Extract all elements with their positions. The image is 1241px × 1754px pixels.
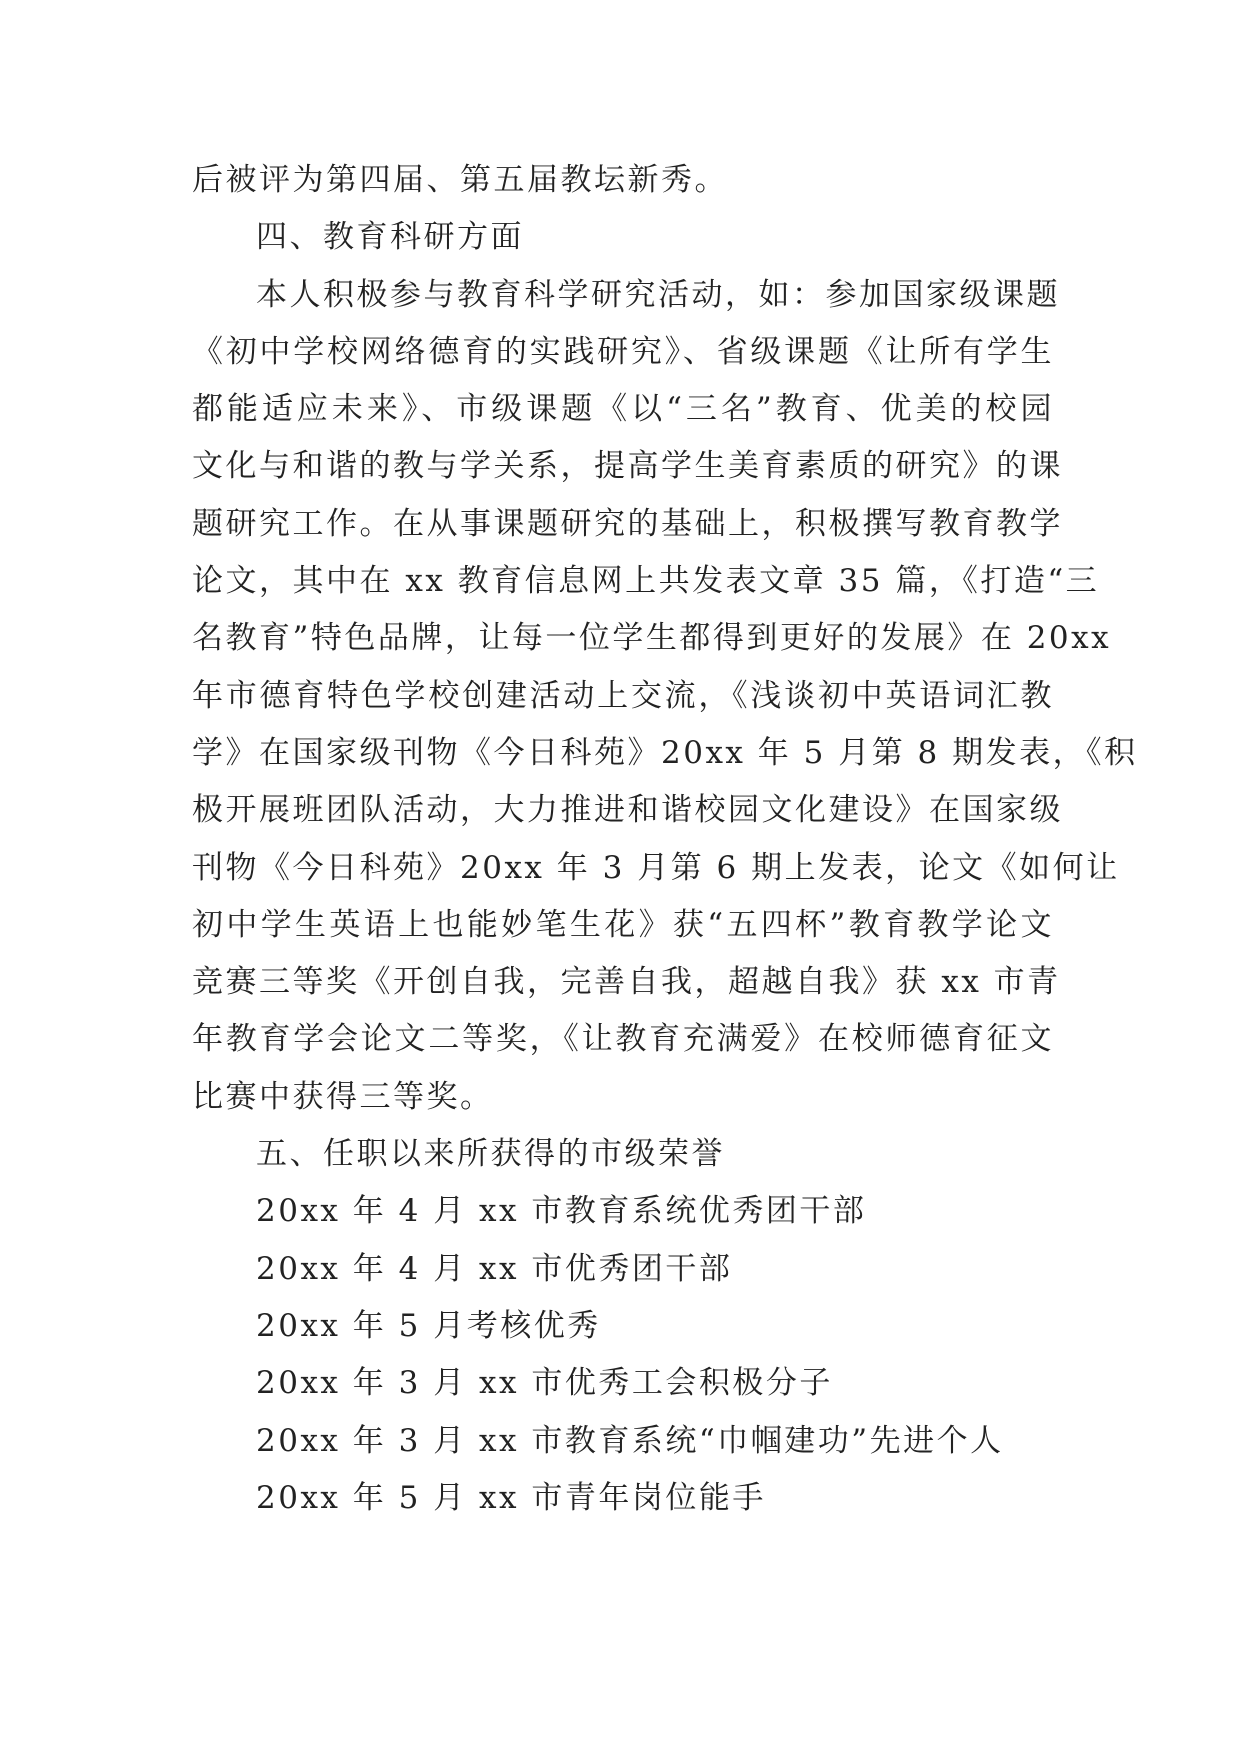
paragraph-line: 《初中学校网络德育的实践研究》、省级课题《让所有学生 <box>192 333 1054 370</box>
honor-item: 20xx 年 5 月考核优秀 <box>256 1307 601 1344</box>
paragraph-line: 论文，其中在 xx 教育信息网上共发表文章 35 篇，《打造“三 <box>192 563 1100 600</box>
honor-item: 20xx 年 4 月 xx 市优秀团干部 <box>256 1250 733 1287</box>
paragraph-line: 学》在国家级刊物《今日科苑》20xx 年 5 月第 8 期发表，《积 <box>192 734 1138 771</box>
honor-item: 20xx 年 3 月 xx 市教育系统“巾帼建功”先进个人 <box>256 1422 1004 1459</box>
honor-item: 20xx 年 4 月 xx 市教育系统优秀团干部 <box>256 1193 867 1230</box>
paragraph-line: 本人积极参与教育科学研究活动，如：参加国家级课题 <box>256 276 1060 313</box>
honors-list <box>192 1183 1054 1527</box>
honor-item: 20xx 年 5 月 xx 市青年岗位能手 <box>256 1479 766 1516</box>
paragraph-line: 竞赛三等奖《开创自我，完善自我，超越自我》获 xx 市青 <box>192 964 1061 1001</box>
paragraph-line: 题研究工作。在从事课题研究的基础上，积极撰写教育教学 <box>192 505 1063 542</box>
paragraph-line: 初中学生英语上也能妙笔生花》获“五四杯”教育教学论文 <box>192 906 1054 943</box>
paragraph-line: 名教育”特色品牌，让每一位学生都得到更好的发展》在 20xx <box>192 620 1112 657</box>
section-5-heading: 五、任职以来所获得的市级荣誉 <box>256 1136 725 1173</box>
section-4-paragraph <box>192 267 1138 1126</box>
paragraph-line: 都能适应未来》、市级课题《以“三名”教育、优美的校园 <box>192 391 1054 428</box>
paragraph-line: 年市德育特色学校创建活动上交流，《浅谈初中英语词汇教 <box>192 677 1054 714</box>
honor-item: 20xx 年 3 月 xx 市优秀工会积极分子 <box>256 1365 833 1402</box>
intro-tail-line: 后被评为第四届、第五届教坛新秀。 <box>192 162 728 198</box>
paragraph-line: 年教育学会论文二等奖，《让教育充满爱》在校师德育征文 <box>192 1021 1054 1058</box>
paragraph-line: 极开展班团队活动，大力推进和谐校园文化建设》在国家级 <box>192 792 1063 829</box>
paragraph-line: 文化与和谐的教与学关系，提高学生美育素质的研究》的课 <box>192 448 1063 485</box>
paragraph-line: 刊物《今日科苑》20xx 年 3 月第 6 期上发表，论文《如何让 <box>192 849 1120 886</box>
paragraph-line: 比赛中获得三等奖。 <box>192 1078 494 1115</box>
document-body <box>192 152 1138 1527</box>
section-4-heading: 四、教育科研方面 <box>256 219 524 256</box>
